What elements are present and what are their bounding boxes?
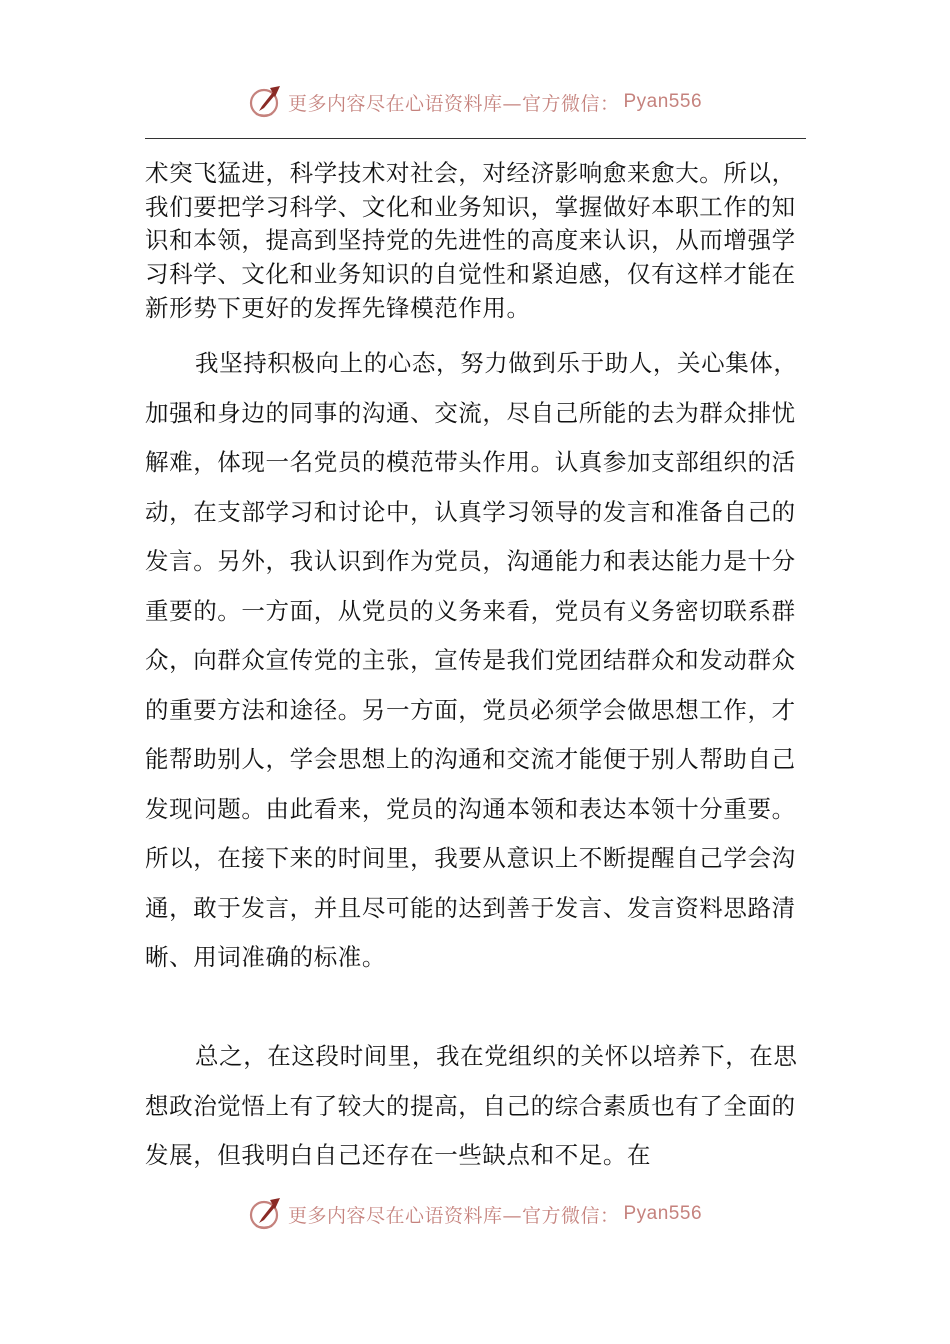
header-brand-text: 更多内容尽在心语资料库—官方微信： [287, 92, 620, 115]
body-paragraph-2: 我坚持积极向上的心态，努力做到乐于助人，关心集体，加强和身边的同事的沟通、交流，尽自己所能的去为群众排忧解难，体现一名党员的模范带头作用。认真参加支部组织的活动，在支部学习和讨论中，认真学习领导的发言和准备自己的发言。另外，我认识到作为党员，沟通能力和表达能力是十分重要的。一方面，从党员的义务来看，党员有义务密切联系群众，向群众宣传党的主张，宣传是我们党团结群众和发动群众的重要方法和途径。另一方面，党员必须学会做思想工作，才能帮助别人，学会思想上的沟通和交流才能便于别人帮助自己发现问题。由此看来，党员的沟通本领和表达本领十分重要。所以，在接下来的时间里，我要从意识上不断提醒自己学会沟通，敢于发言，并且尽可能的达到善于发言、发言资料思路清晰、用词准确的标准。 [145, 349, 798, 971]
page-footer [0, 1194, 950, 1234]
footer-brand-text: 更多内容尽在心语资料库—官方微信： [287, 1204, 620, 1227]
footer-brand-id: Pyan556 [623, 1203, 703, 1224]
header-brand [248, 84, 702, 120]
header-brand-id: Pyan556 [623, 91, 703, 112]
body-paragraph-3: 总之，在这段时间里，我在党组织的关怀以培养下，在思想政治觉悟上有了较大的提高，自己的综合素质也有了全面的发展，但我明白自己还存在一些缺点和不足。在 [145, 1042, 798, 1169]
pen-nib-logo-icon [248, 84, 284, 120]
footer-brand [248, 1196, 702, 1232]
body-paragraph-1: 术突飞猛进，科学技术对社会，对经济影响愈来愈大。所以，我们要把学习科学、文化和业务知识，掌握做好本职工作的知识和本领，提高到坚持党的先进性的高度来认识，从而增强学习科学、文化和业务知识的自觉性和紧迫感，仅有这样才能在新形势下更好的发挥先锋模范作用。 [145, 159, 796, 322]
page-header [0, 82, 950, 122]
header-divider [145, 138, 806, 139]
pen-nib-logo-icon [248, 1196, 284, 1232]
